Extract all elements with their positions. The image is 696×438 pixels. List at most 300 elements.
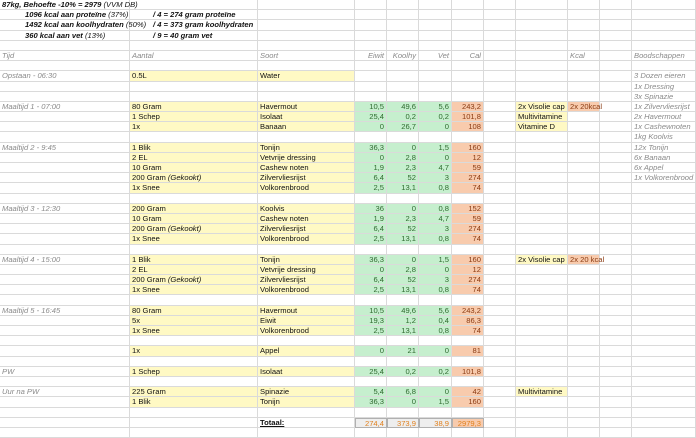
cell-tijd[interactable]: [0, 336, 130, 346]
cell-k[interactable]: [600, 418, 632, 428]
cell-soort[interactable]: [258, 285, 355, 295]
cell-h[interactable]: [484, 306, 516, 316]
cell-aantal[interactable]: [130, 112, 258, 122]
cell-h[interactable]: [484, 132, 516, 142]
cell-koolhy[interactable]: [387, 306, 419, 316]
cell-aantal[interactable]: [130, 194, 258, 204]
cell-cal[interactable]: [452, 10, 484, 20]
cell-tijd[interactable]: [0, 61, 130, 71]
cell-extra[interactable]: [516, 214, 568, 224]
cell-k[interactable]: [600, 92, 632, 102]
cell-h[interactable]: [484, 82, 516, 92]
cell-eiwit[interactable]: [355, 306, 387, 316]
cell-aantal[interactable]: [130, 367, 258, 377]
cell-cal[interactable]: [452, 245, 484, 255]
cell-eiwit[interactable]: [355, 214, 387, 224]
cell-soort[interactable]: [258, 306, 355, 316]
cell-soort[interactable]: [258, 143, 355, 153]
cell-cal[interactable]: [452, 122, 484, 132]
cell-soort[interactable]: [258, 112, 355, 122]
cell-vet[interactable]: [419, 61, 452, 71]
cell-vet[interactable]: [419, 418, 452, 428]
cell-boodschap[interactable]: [632, 255, 696, 265]
cell-eiwit[interactable]: [355, 367, 387, 377]
cell-tijd[interactable]: [0, 326, 130, 336]
cell-h[interactable]: [484, 20, 516, 30]
cell-eiwit[interactable]: [355, 326, 387, 336]
cell-koolhy[interactable]: [387, 357, 419, 367]
cell-vet[interactable]: [419, 82, 452, 92]
cell-boodschap[interactable]: [632, 245, 696, 255]
cell-cal[interactable]: [452, 183, 484, 193]
cell-kcal[interactable]: [568, 224, 600, 234]
cell-vet[interactable]: [419, 194, 452, 204]
cell-cal[interactable]: [452, 346, 484, 356]
cell-k[interactable]: [600, 0, 632, 10]
cell-h[interactable]: [484, 265, 516, 275]
cell-soort[interactable]: [258, 92, 355, 102]
cell-aantal[interactable]: [130, 295, 258, 305]
cell-cal[interactable]: [452, 71, 484, 81]
cell-extra[interactable]: [516, 112, 568, 122]
cell-k[interactable]: [600, 397, 632, 407]
cell-k[interactable]: [600, 357, 632, 367]
cell-soort[interactable]: [258, 295, 355, 305]
cell-k[interactable]: [600, 285, 632, 295]
cell-tijd[interactable]: [0, 112, 130, 122]
cell-extra[interactable]: [516, 255, 568, 265]
cell-h[interactable]: [484, 377, 516, 387]
cell-extra[interactable]: [516, 173, 568, 183]
cell-tijd[interactable]: [0, 316, 130, 326]
cell-tijd[interactable]: [0, 245, 130, 255]
cell-soort[interactable]: [258, 163, 355, 173]
cell-cal[interactable]: [452, 61, 484, 71]
cell-soort[interactable]: [258, 367, 355, 377]
cell-koolhy[interactable]: [387, 285, 419, 295]
cell-kcal[interactable]: [568, 306, 600, 316]
cell-kcal[interactable]: [568, 101, 603, 112]
cell-soort[interactable]: [258, 387, 355, 397]
cell-kcal[interactable]: [568, 112, 600, 122]
cell-boodschap[interactable]: [632, 112, 696, 122]
cell-koolhy[interactable]: [387, 173, 419, 183]
cell-kcal[interactable]: [568, 143, 600, 153]
cell-eiwit[interactable]: [355, 194, 387, 204]
cell-vet[interactable]: [419, 285, 452, 295]
cell-tijd[interactable]: [0, 234, 130, 244]
cell-koolhy[interactable]: [387, 163, 419, 173]
cell-h[interactable]: [484, 163, 516, 173]
cell-koolhy[interactable]: [387, 326, 419, 336]
cell-boodschap[interactable]: [632, 10, 696, 20]
cell-boodschap[interactable]: [632, 132, 696, 142]
cell-koolhy[interactable]: [387, 143, 419, 153]
cell-kcal[interactable]: [568, 153, 600, 163]
cell-h[interactable]: [484, 112, 516, 122]
cell-tijd[interactable]: [0, 82, 130, 92]
cell-cal[interactable]: [452, 275, 484, 285]
cell-koolhy[interactable]: [387, 82, 419, 92]
cell-h[interactable]: [484, 92, 516, 102]
cell-eiwit[interactable]: [355, 316, 387, 326]
cell-vet[interactable]: [419, 92, 452, 102]
cell-soort[interactable]: [258, 265, 355, 275]
cell-boodschap[interactable]: [632, 163, 696, 173]
cell-extra[interactable]: [516, 265, 568, 275]
cell-koolhy[interactable]: [387, 41, 419, 51]
cell-tijd[interactable]: [0, 51, 130, 61]
cell-koolhy[interactable]: [387, 377, 419, 387]
cell-koolhy[interactable]: [387, 367, 419, 377]
cell-vet[interactable]: [419, 408, 452, 418]
cell-koolhy[interactable]: [387, 153, 419, 163]
cell-k[interactable]: [600, 143, 632, 153]
cell-tijd[interactable]: [0, 153, 130, 163]
cell-vet[interactable]: [419, 143, 452, 153]
cell-koolhy[interactable]: [387, 102, 419, 112]
cell-vet[interactable]: [419, 234, 452, 244]
cell-tijd[interactable]: [0, 71, 130, 81]
cell-h[interactable]: [484, 234, 516, 244]
cell-tijd[interactable]: [0, 122, 130, 132]
cell-extra[interactable]: [516, 418, 568, 428]
cell-tijd[interactable]: [0, 418, 130, 428]
cell-extra[interactable]: [516, 20, 568, 30]
cell-tijd[interactable]: [0, 143, 130, 153]
cell-eiwit[interactable]: [355, 428, 387, 438]
cell-vet[interactable]: [419, 153, 452, 163]
cell-aantal[interactable]: [130, 397, 258, 407]
cell-cal[interactable]: [452, 163, 484, 173]
cell-extra[interactable]: [516, 428, 568, 438]
cell-eiwit[interactable]: [355, 357, 387, 367]
cell-boodschap[interactable]: [632, 306, 696, 316]
cell-extra[interactable]: [516, 306, 568, 316]
cell-aantal[interactable]: [130, 173, 258, 183]
cell-aantal[interactable]: [130, 336, 258, 346]
cell-extra[interactable]: [516, 51, 568, 61]
cell-extra[interactable]: [516, 204, 568, 214]
cell-vet[interactable]: [419, 336, 452, 346]
cell-kcal[interactable]: [568, 92, 600, 102]
cell-aantal[interactable]: [130, 224, 258, 234]
cell-cal[interactable]: [452, 408, 484, 418]
cell-boodschap[interactable]: [632, 204, 696, 214]
cell-kcal[interactable]: [568, 51, 600, 61]
cell-tijd[interactable]: [0, 92, 130, 102]
cell-aantal[interactable]: [130, 316, 258, 326]
cell-soort[interactable]: [258, 41, 355, 51]
cell-extra[interactable]: [516, 194, 568, 204]
cell-soort[interactable]: [258, 51, 355, 61]
cell-extra[interactable]: [516, 153, 568, 163]
cell-cal[interactable]: [452, 306, 484, 316]
cell-eiwit[interactable]: [355, 153, 387, 163]
cell-vet[interactable]: [419, 112, 452, 122]
cell-vet[interactable]: [419, 122, 452, 132]
cell-extra[interactable]: [516, 295, 568, 305]
cell-extra[interactable]: [516, 71, 568, 81]
cell-h[interactable]: [484, 316, 516, 326]
cell-eiwit[interactable]: [355, 336, 387, 346]
cell-vet[interactable]: [419, 428, 452, 438]
cell-extra[interactable]: [516, 92, 568, 102]
cell-aantal[interactable]: [130, 285, 258, 295]
cell-cal[interactable]: [452, 112, 484, 122]
cell-eiwit[interactable]: [355, 397, 387, 407]
cell-k[interactable]: [600, 61, 632, 71]
cell-soort[interactable]: [258, 234, 355, 244]
cell-kcal[interactable]: [568, 346, 600, 356]
cell-soort[interactable]: [258, 346, 355, 356]
cell-tijd[interactable]: [0, 265, 130, 275]
cell-eiwit[interactable]: [355, 234, 387, 244]
cell-tijd[interactable]: [0, 214, 130, 224]
cell-koolhy[interactable]: [387, 346, 419, 356]
cell-vet[interactable]: [419, 173, 452, 183]
cell-h[interactable]: [484, 418, 516, 428]
cell-koolhy[interactable]: [387, 51, 419, 61]
cell-eiwit[interactable]: [355, 387, 387, 397]
cell-vet[interactable]: [419, 295, 452, 305]
cell-eiwit[interactable]: [355, 82, 387, 92]
cell-aantal[interactable]: [130, 357, 258, 367]
cell-soort[interactable]: [258, 20, 355, 30]
cell-vet[interactable]: [419, 377, 452, 387]
cell-h[interactable]: [484, 122, 516, 132]
cell-kcal[interactable]: [568, 377, 600, 387]
cell-cal[interactable]: [452, 265, 484, 275]
cell-h[interactable]: [484, 295, 516, 305]
cell-cal[interactable]: [452, 234, 484, 244]
cell-cal[interactable]: [452, 194, 484, 204]
cell-extra[interactable]: [516, 367, 568, 377]
cell-vet[interactable]: [419, 183, 452, 193]
cell-boodschap[interactable]: [632, 71, 696, 81]
cell-k[interactable]: [600, 122, 632, 132]
cell-boodschap[interactable]: [632, 275, 696, 285]
cell-cal[interactable]: [452, 255, 484, 265]
cell-kcal[interactable]: [568, 132, 600, 142]
cell-boodschap[interactable]: [632, 214, 696, 224]
cell-koolhy[interactable]: [387, 61, 419, 71]
cell-vet[interactable]: [419, 265, 452, 275]
cell-cal[interactable]: [452, 224, 484, 234]
cell-k[interactable]: [600, 336, 632, 346]
cell-vet[interactable]: [419, 204, 452, 214]
cell-h[interactable]: [484, 204, 516, 214]
cell-kcal[interactable]: [568, 173, 600, 183]
cell-cal[interactable]: [452, 41, 484, 51]
cell-eiwit[interactable]: [355, 245, 387, 255]
cell-eiwit[interactable]: [355, 112, 387, 122]
cell-k[interactable]: [600, 428, 632, 438]
cell-boodschap[interactable]: [632, 122, 696, 132]
cell-h[interactable]: [484, 408, 516, 418]
cell-eiwit[interactable]: [355, 102, 387, 112]
cell-extra[interactable]: [516, 377, 568, 387]
cell-boodschap[interactable]: [632, 61, 696, 71]
cell-tijd[interactable]: [0, 183, 130, 193]
cell-eiwit[interactable]: [355, 71, 387, 81]
cell-soort[interactable]: [258, 153, 355, 163]
cell-aantal[interactable]: [130, 234, 258, 244]
cell-tijd[interactable]: [0, 346, 130, 356]
cell-tijd[interactable]: [0, 295, 130, 305]
cell-vet[interactable]: [419, 255, 452, 265]
cell-boodschap[interactable]: [632, 173, 696, 183]
cell-kcal[interactable]: [568, 265, 600, 275]
cell-aantal[interactable]: [130, 275, 258, 285]
cell-extra[interactable]: [516, 285, 568, 295]
cell-koolhy[interactable]: [387, 0, 419, 10]
cell-extra[interactable]: [516, 163, 568, 173]
cell-soort[interactable]: [258, 61, 355, 71]
cell-eiwit[interactable]: [355, 295, 387, 305]
cell-eiwit[interactable]: [355, 10, 387, 20]
cell-boodschap[interactable]: [632, 326, 696, 336]
cell-vet[interactable]: [419, 163, 452, 173]
cell-aantal[interactable]: [130, 346, 258, 356]
cell-boodschap[interactable]: [632, 143, 696, 153]
cell-k[interactable]: [600, 316, 632, 326]
cell-k[interactable]: [600, 51, 632, 61]
cell-aantal[interactable]: [130, 132, 258, 142]
cell-h[interactable]: [484, 0, 516, 10]
cell-h[interactable]: [484, 41, 516, 51]
cell-cal[interactable]: [452, 31, 484, 41]
cell-vet[interactable]: [419, 326, 452, 336]
cell-soort[interactable]: [258, 397, 355, 407]
cell-tijd[interactable]: [0, 204, 130, 214]
cell-eiwit[interactable]: [355, 143, 387, 153]
cell-vet[interactable]: [419, 387, 452, 397]
cell-vet[interactable]: [419, 214, 452, 224]
cell-eiwit[interactable]: [355, 418, 387, 428]
cell-cal[interactable]: [452, 20, 484, 30]
cell-koolhy[interactable]: [387, 31, 419, 41]
cell-aantal[interactable]: [130, 61, 258, 71]
cell-kcal[interactable]: [568, 41, 600, 51]
cell-kcal[interactable]: [568, 31, 600, 41]
cell-vet[interactable]: [419, 71, 452, 81]
cell-aantal[interactable]: [130, 82, 258, 92]
cell-k[interactable]: [600, 153, 632, 163]
cell-koolhy[interactable]: [387, 255, 419, 265]
cell-tijd[interactable]: [0, 428, 130, 438]
cell-extra[interactable]: [516, 61, 568, 71]
cell-k[interactable]: [600, 204, 632, 214]
cell-koolhy[interactable]: [387, 10, 419, 20]
cell-aantal[interactable]: [130, 306, 258, 316]
cell-aantal[interactable]: [130, 102, 258, 112]
cell-extra[interactable]: [516, 41, 568, 51]
cell-k[interactable]: [600, 163, 632, 173]
cell-extra[interactable]: [516, 387, 568, 397]
cell-boodschap[interactable]: [632, 418, 696, 428]
cell-tijd[interactable]: [0, 387, 130, 397]
cell-extra[interactable]: [516, 316, 568, 326]
cell-aantal[interactable]: [130, 214, 258, 224]
cell-k[interactable]: [600, 255, 632, 265]
cell-h[interactable]: [484, 255, 516, 265]
cell-aantal[interactable]: [130, 92, 258, 102]
cell-cal[interactable]: [452, 0, 484, 10]
cell-k[interactable]: [600, 367, 632, 377]
cell-k[interactable]: [600, 295, 632, 305]
cell-h[interactable]: [484, 285, 516, 295]
cell-kcal[interactable]: [568, 418, 600, 428]
cell-tijd[interactable]: [0, 397, 130, 407]
cell-tijd[interactable]: [0, 102, 130, 112]
cell-tijd[interactable]: [0, 377, 130, 387]
cell-h[interactable]: [484, 346, 516, 356]
cell-boodschap[interactable]: [632, 316, 696, 326]
cell-cal[interactable]: [452, 367, 484, 377]
cell-vet[interactable]: [419, 31, 452, 41]
cell-cal[interactable]: [452, 418, 484, 428]
cell-soort[interactable]: [258, 214, 355, 224]
cell-eiwit[interactable]: [355, 204, 387, 214]
cell-koolhy[interactable]: [387, 132, 419, 142]
cell-boodschap[interactable]: [632, 224, 696, 234]
cell-soort[interactable]: [258, 326, 355, 336]
cell-kcal[interactable]: [568, 428, 600, 438]
cell-h[interactable]: [484, 245, 516, 255]
cell-soort[interactable]: [258, 357, 355, 367]
cell-kcal[interactable]: [568, 387, 600, 397]
cell-vet[interactable]: [419, 102, 452, 112]
cell-cal[interactable]: [452, 377, 484, 387]
cell-boodschap[interactable]: [632, 183, 696, 193]
cell-aantal[interactable]: [130, 265, 258, 275]
cell-soort[interactable]: [258, 408, 355, 418]
cell-aantal[interactable]: [130, 255, 258, 265]
cell-k[interactable]: [600, 214, 632, 224]
cell-k[interactable]: [600, 387, 632, 397]
cell-k[interactable]: [600, 82, 632, 92]
cell-soort[interactable]: [258, 336, 355, 346]
cell-soort[interactable]: [258, 428, 355, 438]
cell-extra[interactable]: [516, 408, 568, 418]
cell-koolhy[interactable]: [387, 245, 419, 255]
cell-soort[interactable]: [258, 245, 355, 255]
cell-eiwit[interactable]: [355, 92, 387, 102]
cell-k[interactable]: [600, 71, 632, 81]
cell-kcal[interactable]: [568, 82, 600, 92]
cell-kcal[interactable]: [568, 214, 600, 224]
cell-k[interactable]: [600, 245, 632, 255]
cell-soort[interactable]: [258, 122, 355, 132]
cell-vet[interactable]: [419, 20, 452, 30]
cell-tijd[interactable]: [0, 173, 130, 183]
cell-extra[interactable]: [516, 397, 568, 407]
cell-vet[interactable]: [419, 245, 452, 255]
cell-vet[interactable]: [419, 357, 452, 367]
cell-tijd[interactable]: [0, 357, 130, 367]
cell-vet[interactable]: [419, 275, 452, 285]
cell-k[interactable]: [600, 265, 632, 275]
cell-kcal[interactable]: [568, 61, 600, 71]
cell-koolhy[interactable]: [387, 183, 419, 193]
cell-soort[interactable]: [258, 316, 355, 326]
cell-vet[interactable]: [419, 0, 452, 10]
cell-tijd[interactable]: [0, 163, 130, 173]
cell-k[interactable]: [600, 112, 632, 122]
cell-aantal[interactable]: [130, 387, 258, 397]
cell-eiwit[interactable]: [355, 255, 387, 265]
